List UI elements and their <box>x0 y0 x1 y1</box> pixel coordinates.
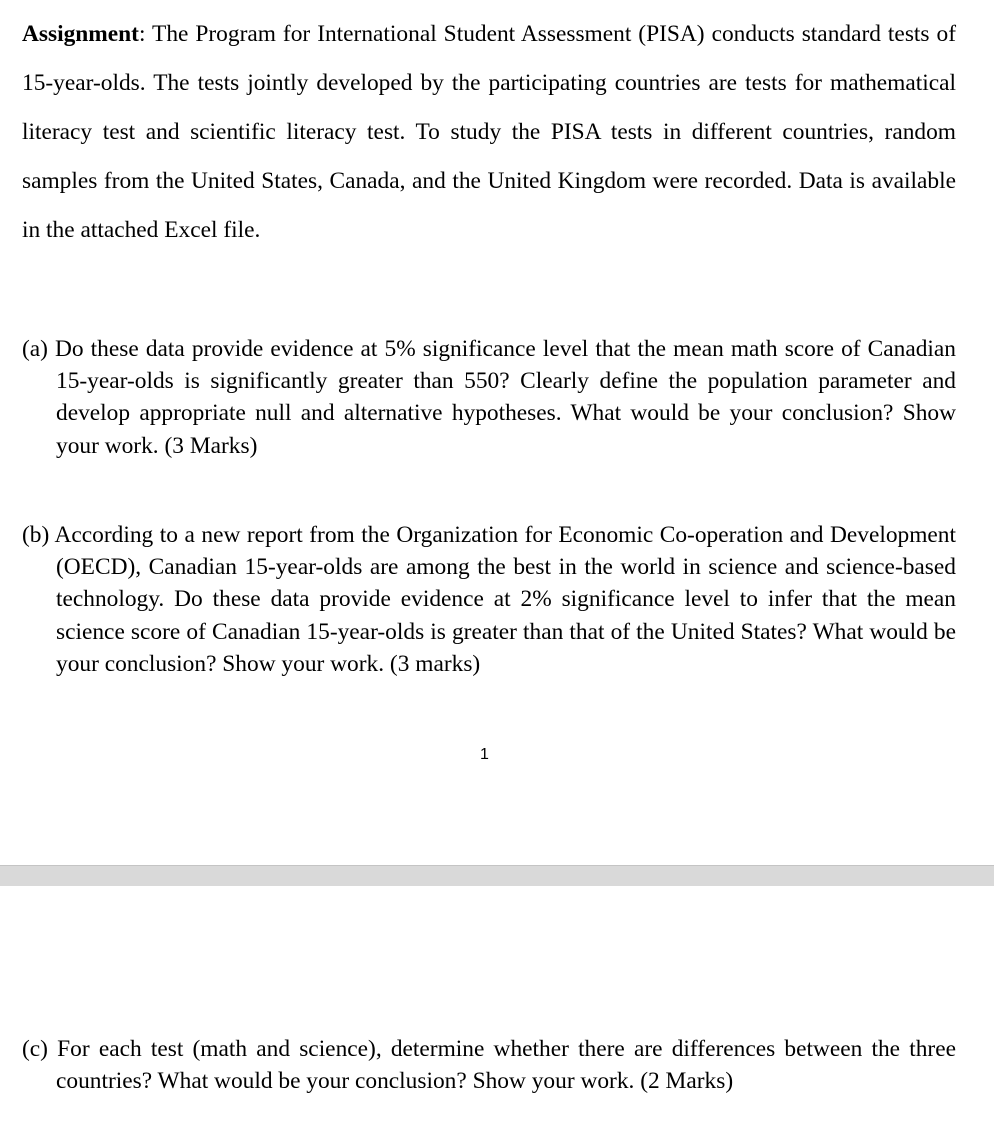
assignment-intro <box>22 10 956 255</box>
assignment-intro-text: : The Program for International Student Assessment (PISA) conducts standard tests of 15-year-olds. The tests jointly developed by the participating countries are tests for mathematical literacy test and scientific literacy test. To study the PISA tests in different countries, random samples from the United States, Canada, and the United Kingdom were recorded. Data is available in the attached Excel file. <box>22 21 956 243</box>
page-separator <box>0 865 994 886</box>
page-number: 1 <box>480 746 489 763</box>
question-c: (c) For each test (math and science), determine whether there are differences between the three countries? What would be your conclusion? Show your work. (2 Marks) <box>22 1036 956 1095</box>
question-b: (b) According to a new report from the Organization for Economic Co-operation and Development (OECD), Canadian 15-year-olds are among the best in the world in science and science-based technology. Do these data provide evidence at 2% significance level to infer that the mean science score of Canadian 15-year-olds is greater than that of the United States? What would be your conclusion? Show your work. (3 marks) <box>22 522 956 677</box>
document-page-2 <box>0 886 994 1130</box>
question-a: (a) Do these data provide evidence at 5% significance level that the mean math score of Canadian 15-year-olds is significantly greater than 550? Clearly define the population parameter and develop appropriate null and alternative hypotheses. What would be your conclusion? Show your work. (3 Marks) <box>22 336 956 459</box>
assignment-label: Assignment <box>22 21 139 47</box>
